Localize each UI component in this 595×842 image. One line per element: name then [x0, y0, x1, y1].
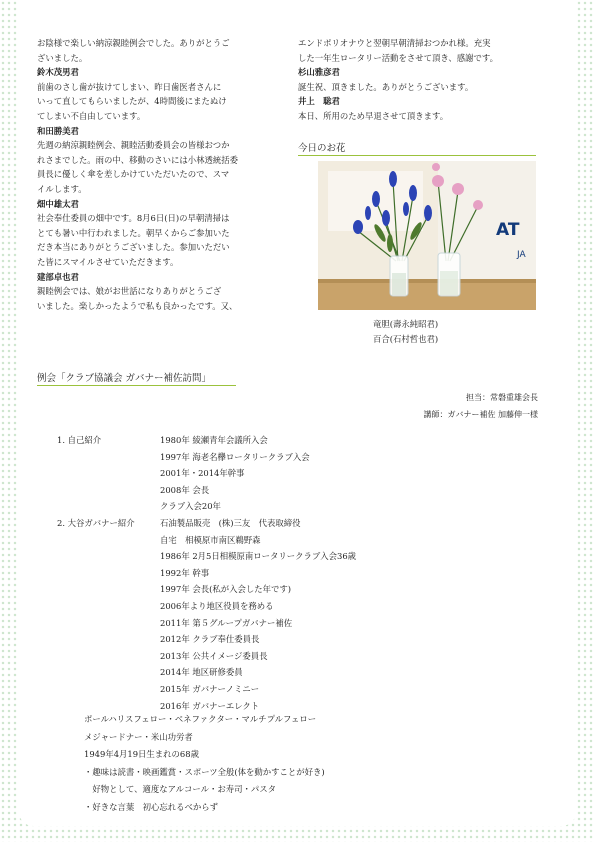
profile-line: 1949年4月19日生まれの68歳	[84, 749, 199, 760]
agenda-value: 2001年・2014年幹事	[160, 468, 245, 479]
agenda-value: 2013年 公共イメージ委員長	[160, 650, 268, 661]
member-name: 建部卓也君	[37, 271, 79, 282]
right-line: エンドポリオナウと翌朝早朝清掃おつかれ様。充実	[298, 38, 491, 48]
agenda-row	[57, 648, 477, 665]
agenda-list	[57, 432, 477, 714]
agenda-label	[57, 548, 160, 565]
profile-line: 好物として、適度なアルコール・お寿司・パスタ	[84, 784, 276, 795]
agenda-label	[57, 482, 160, 499]
agenda-row	[57, 631, 477, 648]
agenda-row	[57, 615, 477, 632]
agenda-row	[57, 664, 477, 681]
agenda-label: 1. 自己紹介	[57, 435, 102, 445]
profile-line: ・趣味は読書・映画鑑賞・スポーツ全般(体を動かすことが好き)	[84, 766, 325, 777]
member-name: 和田勝美君	[37, 125, 79, 136]
left-line: た皆にスマイルさせていただきます。	[37, 256, 179, 267]
left-line: 員長に優しく傘を差しかけていただいたので、スマ	[37, 169, 230, 180]
agenda-label	[57, 648, 160, 665]
smile-box-left-column	[37, 36, 273, 313]
profile-line: ポールハリスフェロー・ベネファクター・マルチプルフェロー	[84, 714, 317, 724]
agenda-value: 1997年 会長(私が入会した年です)	[160, 584, 292, 595]
sign-text: JA	[517, 250, 526, 260]
agenda-value: 2012年 クラブ奉仕委員長	[160, 634, 260, 645]
meeting-heading: 例会「クラブ協議会 ガバナー補佐訪問」	[37, 370, 236, 386]
flower-photo	[318, 161, 536, 310]
right-line: 誕生祝、頂きました。ありがとうございます。	[298, 81, 474, 92]
agenda-row	[57, 465, 477, 482]
flower-heading: 今日のお花	[298, 140, 536, 156]
agenda-value: クラブ入会20年	[160, 501, 221, 512]
agenda-value: 石油製品販売 (株)三友 代表取締役	[160, 517, 301, 528]
agenda-value: 自宅 相模原市南区鵜野森	[160, 534, 261, 545]
flower-caption: 竜胆(壽永純昭君)	[373, 319, 439, 329]
left-line: ざいました。	[37, 52, 88, 63]
agenda-label	[57, 615, 160, 632]
flower-caption: 百合(石村哲也君)	[373, 334, 439, 344]
left-line: いって直してもらいましたが、4時間後にまたぬけ	[37, 96, 227, 107]
left-line: れさまでした。雨の中、移動のさいには小林透統括委	[37, 154, 238, 165]
agenda-label	[57, 565, 160, 582]
agenda-label	[57, 681, 160, 698]
agenda-value: 2006年より地区役員を務める	[160, 600, 274, 611]
smile-box-right-column	[298, 36, 536, 124]
right-line: 本日、所用のため早退させて頂きます。	[298, 110, 449, 121]
meeting-speaker: 講師：ガバナー補佐 加藤伸一様	[423, 410, 538, 419]
agenda-label	[57, 498, 160, 515]
left-line: だき本当にありがとうございました。参加いただい	[37, 242, 230, 253]
agenda-label	[57, 664, 160, 681]
right-line: した一年生ロータリー活動をさせて頂き、感謝です。	[298, 52, 498, 63]
agenda-label: 2. 大谷ガバナー紹介	[57, 517, 135, 528]
agenda-row	[57, 532, 477, 549]
sign-text: AT	[496, 220, 520, 240]
agenda-value: 1980年 綾瀬青年会議所入会	[160, 435, 268, 445]
left-line: てしまい不自由しています。	[37, 110, 146, 121]
agenda-label	[57, 465, 160, 482]
left-line: いました。楽しかったようで私も良かったです。又、	[37, 300, 238, 311]
agenda-value: 2011年 第５グループガバナー補佐	[160, 617, 293, 628]
agenda-row	[57, 598, 477, 615]
agenda-row	[57, 515, 477, 532]
profile-line: メジャードナー・米山功労者	[84, 731, 193, 742]
agenda-value: 2008年 会長	[160, 484, 210, 495]
agenda-row	[57, 681, 477, 698]
left-line: 前歯のさし歯が抜けてしまい、昨日歯医者さんに	[37, 81, 222, 92]
agenda-row	[57, 581, 477, 598]
agenda-label	[57, 598, 160, 615]
agenda-value: 2016年 ガバナーエレクト	[160, 700, 260, 711]
flower-arrangement-image	[318, 161, 536, 310]
agenda-row	[57, 548, 477, 565]
agenda-value: 1986年 2月5日相模原南ロータリークラブ入会36歳	[160, 551, 357, 562]
left-line: 先週の納涼親睦例会、親睦活動委員会の皆様おつか	[37, 140, 230, 151]
agenda-label	[57, 631, 160, 648]
left-line: 親睦例会では、娘がお世話になりありがとうござ	[37, 286, 222, 297]
agenda-row	[57, 482, 477, 499]
agenda-row	[57, 565, 477, 582]
member-name: 畑中雄太君	[37, 198, 79, 209]
left-line: とても暑い中行われました。朝早くからご参加いた	[37, 227, 230, 238]
agenda-label	[57, 449, 160, 466]
meeting-in-charge: 担当：常磐重雄会長	[466, 393, 538, 402]
agenda-row	[57, 498, 477, 515]
agenda-row	[57, 432, 477, 449]
left-line: 社会奉仕委員の畑中です。8月6日(日)の早朝清掃は	[37, 213, 230, 224]
member-name: 杉山雅彦君	[298, 67, 340, 78]
agenda-label	[57, 581, 160, 598]
member-name: 鈴木茂男君	[37, 67, 79, 78]
left-line: お陰様で楽しい納涼親睦例会でした。ありがとうご	[37, 38, 230, 48]
agenda-label	[57, 532, 160, 549]
agenda-value: 1997年 海老名欅ロータリークラブ入会	[160, 451, 310, 462]
agenda-value: 2014年 地区研修委員	[160, 667, 243, 678]
profile-line: ・好きな言葉 初心忘れるべからず	[84, 801, 218, 812]
governor-profile-extra	[84, 711, 325, 817]
agenda-row	[57, 449, 477, 466]
agenda-value: 1992年 幹事	[160, 567, 210, 578]
left-line: イルします。	[37, 183, 87, 194]
member-name: 井上 聡君	[298, 96, 340, 107]
agenda-value: 2015年 ガバナーノミニー	[160, 683, 260, 694]
